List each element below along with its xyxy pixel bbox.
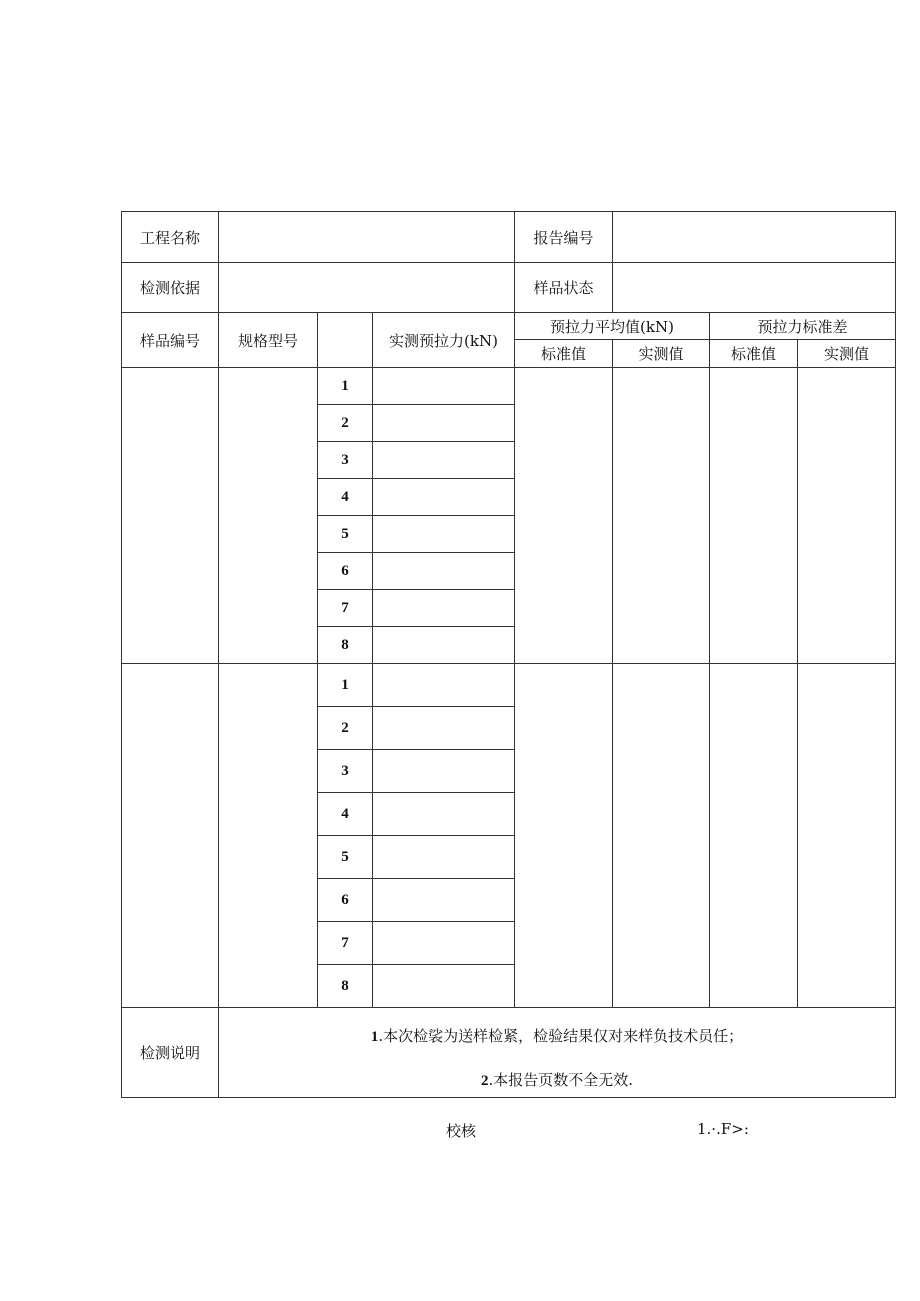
measured-pretension-cell <box>373 836 515 879</box>
row-index: 8 <box>318 965 373 1008</box>
col-std-dev-pretension: 预拉力标准差 <box>710 313 896 340</box>
col-index-blank <box>318 313 373 368</box>
row-index: 6 <box>318 553 373 590</box>
notes-row <box>122 1008 896 1098</box>
sample-state-label: 样品状态 <box>515 263 613 313</box>
measured-pretension-cell <box>373 368 515 405</box>
row-index: 1 <box>318 664 373 707</box>
measured-pretension-cell <box>373 442 515 479</box>
col-avg-standard: 标准值 <box>515 340 613 368</box>
std-standard-cell <box>710 664 798 1008</box>
avg-measured-cell <box>613 664 710 1008</box>
row-index: 3 <box>318 750 373 793</box>
report-table <box>121 211 896 1098</box>
project-name-label: 工程名称 <box>122 212 219 263</box>
header-row-2 <box>122 263 896 313</box>
sample-no-cell <box>122 368 219 664</box>
measured-pretension-cell <box>373 553 515 590</box>
measured-pretension-cell <box>373 479 515 516</box>
measured-pretension-cell <box>373 405 515 442</box>
std-measured-cell <box>798 368 896 664</box>
basis-value <box>219 263 515 313</box>
notes-label: 检测说明 <box>122 1008 219 1098</box>
avg-standard-cell <box>515 368 613 664</box>
avg-measured-cell <box>613 368 710 664</box>
note-item: 1.本次检裟为送样检紧，检验结果仅对来样负技术员任； <box>370 1026 744 1045</box>
std-measured-cell <box>798 664 896 1008</box>
row-index: 6 <box>318 879 373 922</box>
review-label: 校核 <box>446 1122 477 1140</box>
row-index: 7 <box>318 922 373 965</box>
measured-pretension-cell <box>373 627 515 664</box>
spec-model-cell <box>219 368 318 664</box>
col-measured-pretension: 实测预拉力(kN) <box>373 313 515 368</box>
measured-pretension-cell <box>373 879 515 922</box>
col-avg-measured: 实测值 <box>613 340 710 368</box>
sample-state-value <box>613 263 896 313</box>
footer-text: 1.·.F>: <box>697 1120 749 1138</box>
row-index: 3 <box>318 442 373 479</box>
header-row-1 <box>122 212 896 263</box>
project-name-value <box>219 212 515 263</box>
sample-row <box>122 368 896 405</box>
notes-content <box>219 1008 896 1098</box>
report-no-label: 报告编号 <box>515 212 613 263</box>
col-std-measured: 实测值 <box>798 340 896 368</box>
row-index: 4 <box>318 479 373 516</box>
basis-label: 检测依据 <box>122 263 219 313</box>
row-index: 2 <box>318 405 373 442</box>
note-item: 2.本报告页数不全无效. <box>480 1070 634 1089</box>
col-std-standard: 标准值 <box>710 340 798 368</box>
report-no-value <box>613 212 896 263</box>
sample-no-cell <box>122 664 219 1008</box>
column-header-row <box>122 313 896 340</box>
row-index: 4 <box>318 793 373 836</box>
avg-standard-cell <box>515 664 613 1008</box>
measured-pretension-cell <box>373 707 515 750</box>
row-index: 2 <box>318 707 373 750</box>
col-sample-no: 样品编号 <box>122 313 219 368</box>
row-index: 5 <box>318 836 373 879</box>
std-standard-cell <box>710 368 798 664</box>
spec-model-cell <box>219 664 318 1008</box>
row-index: 5 <box>318 516 373 553</box>
sample-row <box>122 664 896 707</box>
row-index: 7 <box>318 590 373 627</box>
measured-pretension-cell <box>373 590 515 627</box>
measured-pretension-cell <box>373 965 515 1008</box>
measured-pretension-cell <box>373 516 515 553</box>
measured-pretension-cell <box>373 922 515 965</box>
col-avg-pretension: 预拉力平均值(kN) <box>515 313 710 340</box>
measured-pretension-cell <box>373 750 515 793</box>
row-index: 8 <box>318 627 373 664</box>
measured-pretension-cell <box>373 664 515 707</box>
row-index: 1 <box>318 368 373 405</box>
measured-pretension-cell <box>373 793 515 836</box>
col-spec-model: 规格型号 <box>219 313 318 368</box>
